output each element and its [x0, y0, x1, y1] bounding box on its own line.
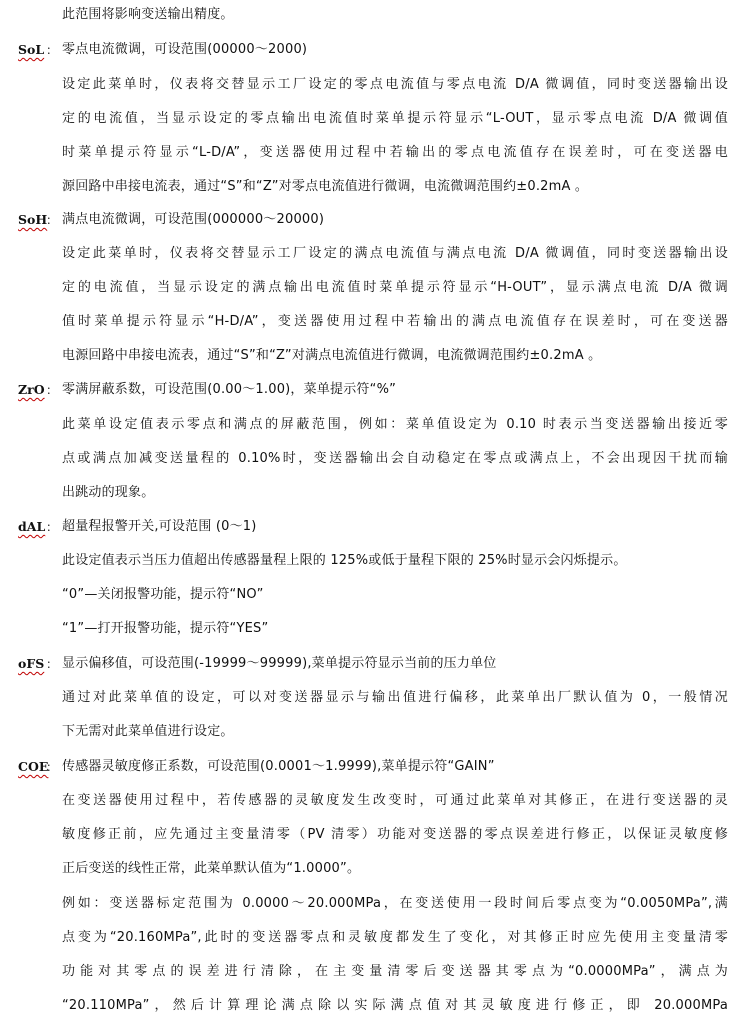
label-colon: ：	[46, 383, 59, 397]
body-line: 定的电流值，当显示设定的零点输出电流值时菜单提示符显示“L-OUT，显示零点电流 D/A 微调值	[62, 111, 728, 126]
body-line: 此设定值表示当压力值超出传感器量程上限的 125%或低于量程下限的 25%时显示会闪烁提示。	[62, 553, 627, 568]
section-label-zro: ZrO	[18, 382, 45, 397]
label-colon: ：	[46, 760, 59, 774]
body-line: 定的电流值，当显示设定的满点输出电流值时菜单提示符显示“H-OUT”，显示满点电流 D/A 微调	[62, 280, 728, 295]
section-label-soh: SoH	[18, 212, 48, 227]
body-line: 时菜单提示符显示“L-D/A”，变送器使用过程中若输出的零点电流值存在误差时，可在变送器电	[62, 145, 728, 160]
body-line: 敏度修正前，应先通过主变量清零（PV 清零）功能对变送器的零点误差进行修正，以保证灵敏度修	[62, 827, 728, 842]
body-line: 源回路中串接电流表，通过“S”和“Z”对零点电流值进行微调，电流微调范围约±0.2mA 。	[62, 179, 589, 194]
section-label-sol: SoL	[18, 42, 45, 57]
section-title-zro: 零满屏蔽系数，可设范围(0.00～1.00)，菜单提示符“%”	[62, 382, 397, 397]
body-line: “1”—打开报警功能，提示符“YES”	[62, 621, 269, 636]
label-colon: ：	[46, 213, 59, 227]
body-line: 下无需对此菜单值进行设定。	[62, 724, 234, 739]
body-line: 出跳动的现象。	[62, 485, 155, 500]
body-line: 通过对此菜单值的设定，可以对变送器显示与输出值进行偏移，此菜单出厂默认值为 0，一般情况	[62, 690, 728, 705]
section-title-dal: 超量程报警开关,可设范围 (0～1)	[62, 519, 257, 534]
label-colon: ：	[46, 657, 59, 671]
body-line: “0”—关闭报警功能，提示符“NO”	[62, 587, 264, 602]
body-line: 例如：变送器标定范围为 0.0000～20.000MPa，在变送使用一段时间后零点变为“0.0050MPa”,满	[62, 896, 728, 911]
section-label-ofs: oFS	[18, 656, 45, 671]
body-line: 点或满点加减变送量程的 0.10%时，变送器输出会自动稳定在零点或满点上，不会出现因干扰而输	[62, 451, 728, 466]
section-title-sol: 零点电流微调，可设范围(00000～2000)	[62, 42, 308, 57]
body-line: 正后变送的线性正常，此菜单默认值为“1.0000”。	[62, 861, 361, 876]
section-label-coe: COE	[18, 759, 49, 774]
body-line: “20.110MPa”，然后计算理论满点除以实际满点值对其灵敏度进行修正，即 20.000MPa	[62, 998, 728, 1013]
body-line: 功能对其零点的误差进行清除，在主变量清零后变送器其零点为“0.0000MPa”，满点为	[62, 964, 728, 979]
section-title-coe: 传感器灵敏度修正系数，可设范围(0.0001～1.9999),菜单提示符“GAIN”	[62, 759, 495, 774]
label-colon: ：	[46, 43, 59, 57]
section-title-soh: 满点电流微调，可设范围(000000～20000)	[62, 212, 325, 227]
body-line: 设定此菜单时，仪表将交替显示工厂设定的零点电流值与零点电流 D/A 微调值，同时变送器输出设	[62, 77, 728, 92]
body-line: 点变为“20.160MPa”,此时的变送器零点和灵敏度都发生了变化，对其修正时应先使用主变量清零	[62, 930, 728, 945]
body-line: 电源回路中串接电流表，通过“S”和“Z”对满点电流值进行微调，电流微调范围约±0.2mA 。	[62, 348, 602, 363]
body-line: 此菜单设定值表示零点和满点的屏蔽范围，例如：菜单值设定为 0.10 时表示当变送器输出接近零	[62, 417, 728, 432]
body-line: 在变送器使用过程中，若传感器的灵敏度发生改变时，可通过此菜单对其修正，在进行变送器的灵	[62, 793, 728, 808]
intro-line: 此范围将影响变送输出精度。	[62, 7, 234, 22]
body-line: 设定此菜单时，仪表将交替显示工厂设定的满点电流值与满点电流 D/A 微调值，同时变送器输出设	[62, 246, 728, 261]
body-line: 值时菜单提示符显示“H-D/A”，变送器使用过程中若输出的满点电流值存在误差时，可在变送器	[62, 314, 728, 329]
section-title-ofs: 显示偏移值，可设范围(-19999～99999),菜单提示符显示当前的压力单位	[62, 656, 497, 671]
section-label-dal: dAL	[18, 519, 46, 534]
label-colon: ：	[46, 520, 59, 534]
